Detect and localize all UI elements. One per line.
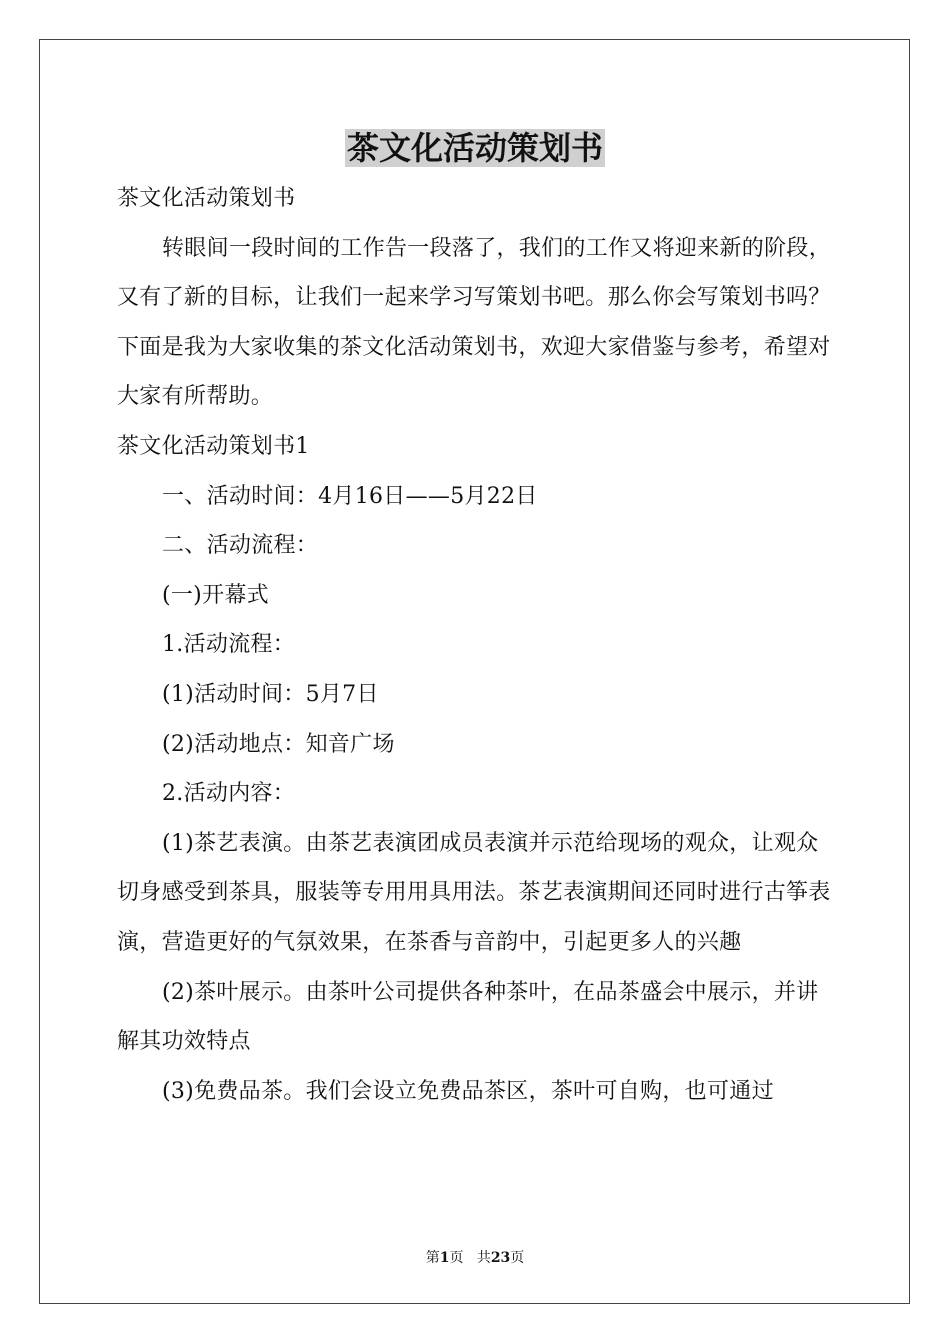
page-prefix: 第 <box>425 1250 440 1266</box>
activity-process-line: 二、活动流程： <box>162 533 319 559</box>
activity-time-line: 一、活动时间：4月16日——5月22日 <box>162 483 538 509</box>
process-item-line: 1.活动流程： <box>162 632 296 658</box>
free-tasting-paragraph: (3)免费品茶。我们会设立免费品茶区，茶叶可自购，也可通过 <box>162 1078 774 1104</box>
event-location-line: (2)活动地点：知音广场 <box>162 731 395 757</box>
intro-paragraph: 转眼间一段时间的工作告一段落了，我们的工作又将迎来新的阶段，又有了新的目标，让我们一起来学习写策划书吧。那么你会写策划书吗？下面是我为大家收集的茶文化活动策划书，欢迎大家借鉴与参考，希望对大家有所帮助。 <box>117 235 832 410</box>
tea-display-paragraph: (2)茶叶展示。由茶叶公司提供各种茶叶，在品茶盛会中展示，并讲解其功效特点 <box>117 979 819 1055</box>
content-heading-line: 2.活动内容： <box>162 781 296 807</box>
document-title-text: 茶文化活动策划书 <box>346 129 603 167</box>
section-heading: 茶文化活动策划书1 <box>117 433 310 459</box>
page-unit: 页 <box>449 1250 464 1266</box>
tea-performance-paragraph: (1)茶艺表演。由茶艺表演团成员表演并示范给现场的观众，让观众切身感受到茶具，服装等专用用具用法。茶艺表演期间还同时进行古筝表演，营造更好的气氛效果，在茶香与音韵中，引起更多人的兴趣 <box>117 830 831 955</box>
page-footer <box>0 1248 950 1268</box>
event-time-line: (1)活动时间：5月7日 <box>162 681 379 707</box>
document-title <box>0 126 950 170</box>
total-unit: 页 <box>510 1250 525 1266</box>
page-total: 23 <box>490 1250 511 1266</box>
page-current: 1 <box>439 1250 450 1266</box>
subtitle-paragraph: 茶文化活动策划书 <box>117 186 296 211</box>
total-prefix: 共 <box>476 1250 491 1266</box>
document-body <box>117 174 833 1116</box>
opening-ceremony-line: (一)开幕式 <box>162 582 269 608</box>
